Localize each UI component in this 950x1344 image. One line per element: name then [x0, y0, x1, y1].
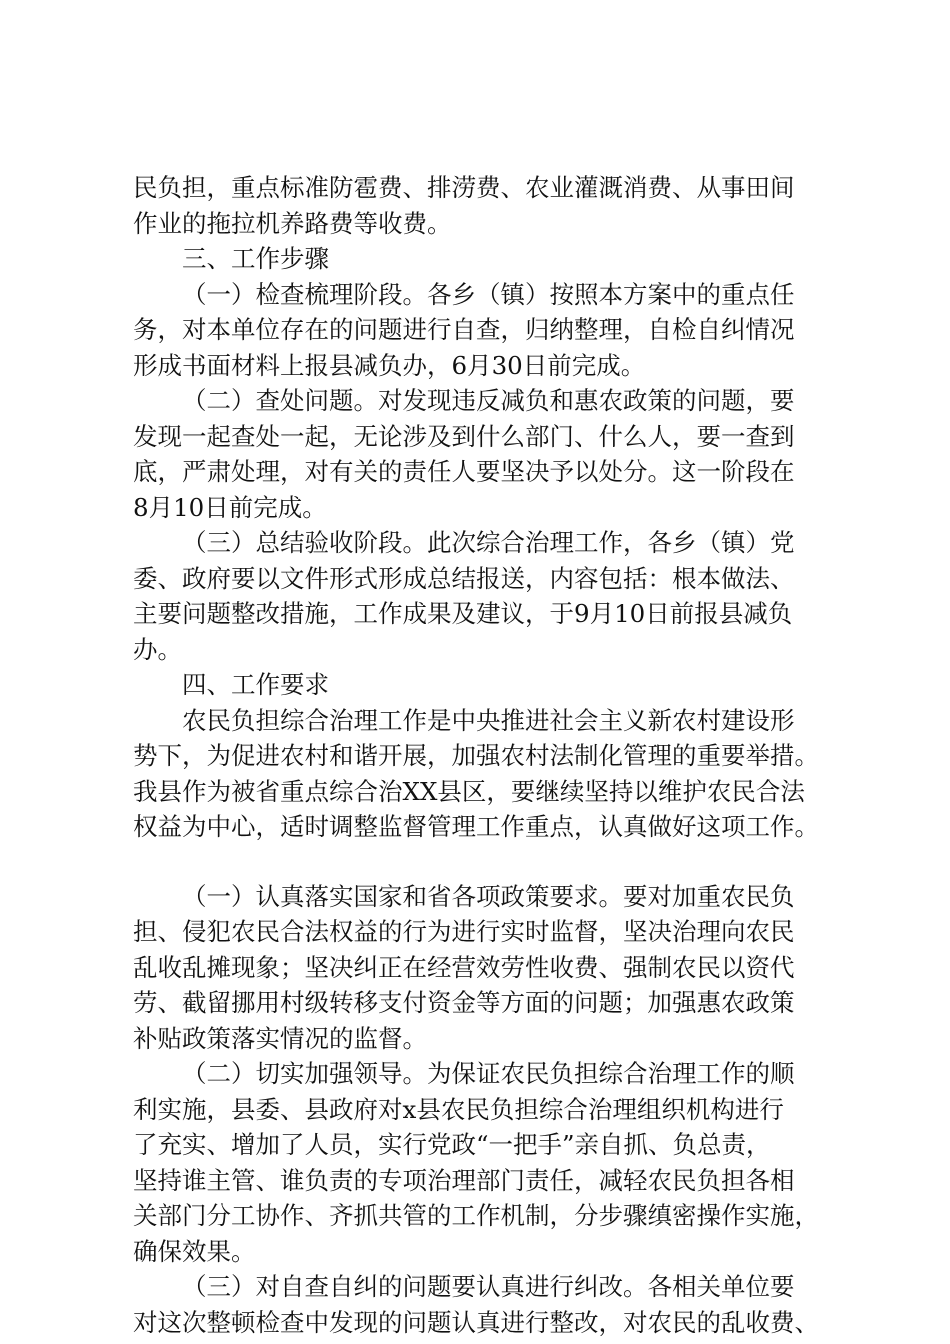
text-line: 利实施，县委、县政府对x县农民负担综合治理组织机构进行	[133, 1094, 784, 1124]
text-line: 形成书面材料上报县减负办，6月30日前完成。	[133, 350, 646, 380]
paragraph-gap	[133, 845, 833, 879]
text-line: （一）认真落实国家和省各项政策要求。要对加重农民负	[182, 881, 795, 911]
text-line: 担、侵犯农民合法权益的行为进行实时监督，坚决治理向农民	[133, 917, 795, 946]
text-line: 发现一起查处一起，无论涉及到什么部门、什么人，要一查到	[133, 421, 795, 451]
section-heading: 三、工作步骤	[182, 244, 329, 273]
text-line: 势下，为促进农村和谐开展，加强农村法制化管理的重要举措。	[133, 741, 819, 770]
text-line: （二）查处问题。对发现违反减负和惠农政策的问题，要	[182, 386, 795, 415]
document-body	[133, 170, 833, 1340]
text-line: 民负担，重点标准防雹费、排涝费、农业灌溉消费、从事田间	[133, 173, 795, 202]
text-line: 关部门分工协作、齐抓共管的工作机制，分步骤缜密操作实施，	[133, 1201, 819, 1230]
text-line: 办。	[133, 634, 182, 664]
text-line: 委、政府要以文件形式形成总结报送，内容包括：根本做法、	[133, 563, 795, 593]
text-line: 我县作为被省重点综合治XX县区，要继续坚持以维护农民合法	[133, 776, 805, 806]
text-line: （三）对自查自纠的问题要认真进行纠改。各相关单位要	[182, 1272, 795, 1301]
text-line: （三）总结验收阶段。此次综合治理工作，各乡（镇）党	[182, 528, 795, 557]
text-line: 8月10日前完成。	[133, 492, 327, 522]
text-line: 乱收乱摊现象；坚决纠正在经营效劳性收费、强制农民以资代	[133, 952, 795, 982]
text-line: （二）切实加强领导。为保证农民负担综合治理工作的顺	[182, 1059, 795, 1088]
text-line: 底，严肃处理，对有关的责任人要坚决予以处分。这一阶段在	[133, 457, 795, 486]
text-line: 确保效果。	[133, 1236, 256, 1266]
text-line: 作业的拖拉机养路费等收费。	[133, 208, 452, 238]
text-line: 劳、截留挪用村级转移支付资金等方面的问题；加强惠农政策	[133, 988, 795, 1017]
text-line: 对这次整顿检查中发现的问题认真进行整改，对农民的乱收费、	[133, 1307, 819, 1337]
text-line: 务，对本单位存在的问题进行自查，归纳整理，自检自纠情况	[133, 315, 795, 344]
text-line: 主要问题整改措施，工作成果及建议，于9月10日前报县减负	[133, 599, 793, 628]
section-heading: 四、工作要求	[182, 670, 329, 699]
text-line: 补贴政策落实情况的监督。	[133, 1023, 427, 1053]
text-line: 权益为中心，适时调整监督管理工作重点，认真做好这项工作。	[133, 812, 819, 841]
text-line: 坚持谁主管、谁负责的专项治理部门责任，减轻农民负担各相	[133, 1165, 795, 1195]
text-line: （一）检查梳理阶段。各乡（镇）按照本方案中的重点任	[182, 279, 795, 309]
text-line: 农民负担综合治理工作是中央推进社会主义新农村建设形	[182, 705, 795, 735]
text-line: 了充实、增加了人员，实行党政“一把手”亲自抓、负总责，	[133, 1130, 771, 1159]
